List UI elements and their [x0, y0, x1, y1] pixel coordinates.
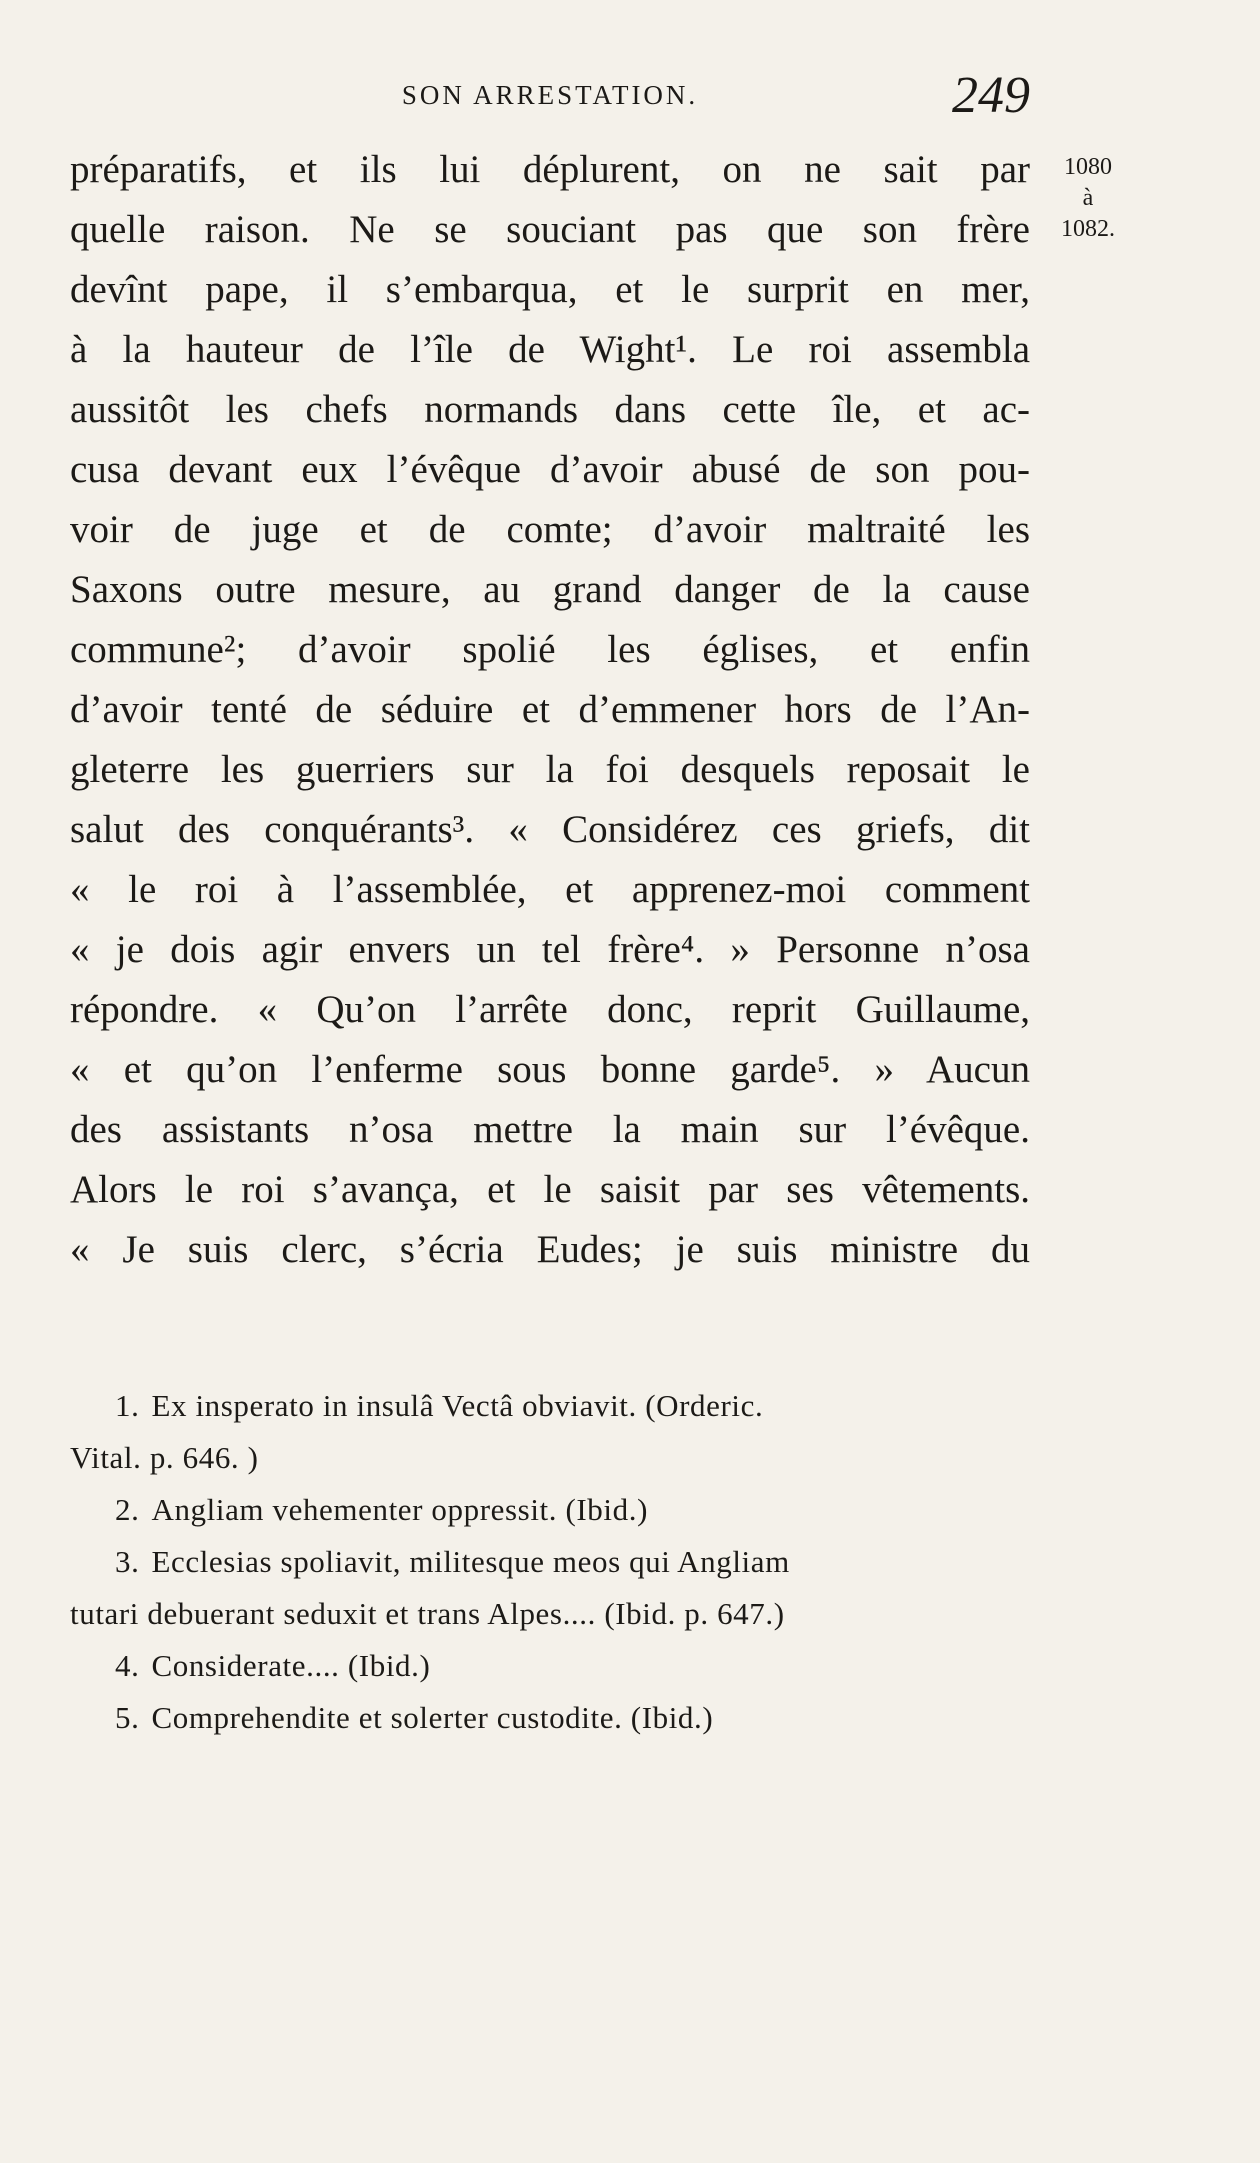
body-line: d’avoir tenté de séduire et d’emmener hors de l’An-	[70, 688, 1030, 731]
body-line: salut des conquérants³. « Considérez ces griefs, dit	[70, 808, 1030, 851]
footnote-line	[70, 1640, 1030, 1692]
body-line: préparatifs, et ils lui déplurent, on ne sait par	[70, 148, 1030, 191]
footnote-line	[70, 1380, 1030, 1432]
footnote-number: 3.	[115, 1544, 140, 1579]
body-line: des assistants n’osa mettre la main sur l’évêque.	[70, 1108, 1030, 1151]
body-line: « et qu’on l’enferme sous bonne garde⁵. » Aucun	[70, 1048, 1030, 1091]
footnote-number: 2.	[115, 1492, 140, 1527]
footnote-2	[70, 1484, 1030, 1536]
footnote-line	[70, 1536, 1030, 1588]
body-line: répondre. « Qu’on l’arrête donc, reprit Guillaume,	[70, 988, 1030, 1031]
footnote-4	[70, 1640, 1030, 1692]
body-line: Saxons outre mesure, au grand danger de la cause	[70, 568, 1030, 611]
footnote-line	[70, 1484, 1030, 1536]
page-number: 249	[952, 67, 1030, 124]
footnote-text: Considerate.... (Ibid.)	[151, 1648, 431, 1683]
body-line: « le roi à l’assemblée, et apprenez-moi comment	[70, 868, 1030, 911]
body-line: gleterre les guerriers sur la foi desquels reposait le	[70, 748, 1030, 791]
body-text	[70, 140, 1030, 1280]
footnote-number: 5.	[115, 1700, 140, 1735]
margin-date-separator: à	[1082, 185, 1094, 211]
footnotes	[70, 1380, 1030, 1744]
footnote-text: Ecclesias spoliavit, militesque meos qui Angliam	[151, 1544, 790, 1579]
body-line: « Je suis clerc, s’écria Eudes; je suis ministre du	[70, 1228, 1030, 1271]
body-line: cusa devant eux l’évêque d’avoir abusé de son pou-	[70, 448, 1030, 491]
footnote-text: Comprehendite et solerter custodite. (Ibid.)	[151, 1700, 714, 1735]
margin-date-note	[1038, 152, 1138, 245]
body-line: quelle raison. Ne se souciant pas que son frère	[70, 208, 1030, 251]
body-line: « je dois agir envers un tel frère⁴. » Personne n’osa	[70, 928, 1030, 971]
body-line: aussitôt les chefs normands dans cette île, et ac-	[70, 388, 1030, 431]
body-line: devînt pape, il s’embarqua, et le surprit en mer,	[70, 268, 1030, 311]
footnote-text: Ex insperato in insulâ Vectâ obviavit. (Orderic.	[151, 1388, 764, 1423]
footnote-line: Vital. p. 646. )	[70, 1440, 259, 1475]
footnote-line: tutari debuerant seduxit et trans Alpes.... (Ibid. p. 647.)	[70, 1596, 785, 1631]
footnote-number: 4.	[115, 1648, 140, 1683]
margin-date-start: 1080	[1064, 154, 1112, 180]
footnote-1	[70, 1380, 1030, 1484]
body-line: à la hauteur de l’île de Wight¹. Le roi assembla	[70, 328, 1030, 371]
footnote-line	[70, 1692, 1030, 1744]
body-line: commune²; d’avoir spolié les églises, et enfin	[70, 628, 1030, 671]
footnote-number: 1.	[115, 1388, 140, 1423]
running-title: SON ARRESTATION.	[401, 80, 699, 110]
body-line: Alors le roi s’avança, et le saisit par ses vêtements.	[70, 1168, 1030, 1211]
body-line: voir de juge et de comte; d’avoir maltraité les	[70, 508, 1030, 551]
page-header	[70, 62, 1030, 132]
margin-date-end: 1082.	[1061, 216, 1115, 242]
footnote-5	[70, 1692, 1030, 1744]
footnote-text: Angliam vehementer oppressit. (Ibid.)	[151, 1492, 648, 1527]
footnote-3	[70, 1536, 1030, 1640]
